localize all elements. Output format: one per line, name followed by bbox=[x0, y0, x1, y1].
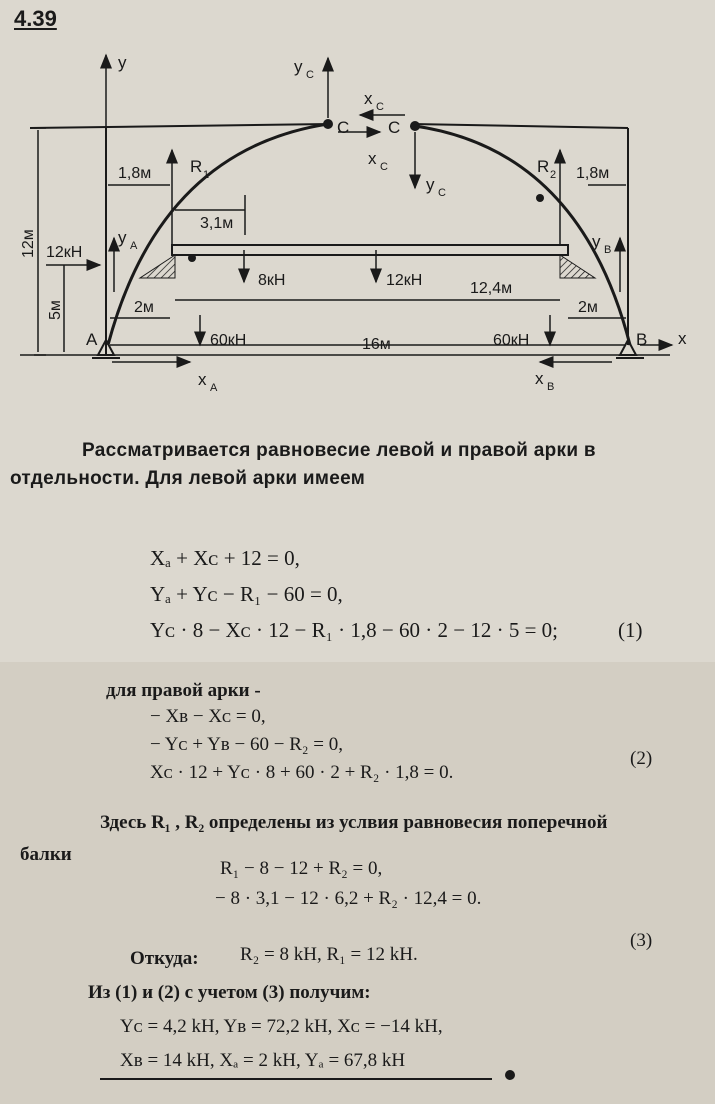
result-underline bbox=[100, 1078, 492, 1080]
svg-text:x: x bbox=[368, 149, 377, 168]
xb-label: x bbox=[535, 369, 544, 388]
equation-1-label: (1) bbox=[618, 618, 643, 642]
whence-label: Откуда: bbox=[130, 948, 199, 969]
hinge-c-left bbox=[323, 119, 333, 129]
r1-label: R bbox=[190, 157, 203, 176]
end-mark bbox=[505, 1070, 515, 1080]
result-line-1: Yᴄ = 4,2 kH, Yв = 72,2 kH, Xᴄ = −14 kH, bbox=[120, 1016, 443, 1037]
svg-text:C: C bbox=[438, 187, 446, 199]
problem-number: 4.39 bbox=[14, 6, 57, 31]
point-a: A bbox=[86, 330, 98, 349]
svg-text:2: 2 bbox=[550, 169, 557, 181]
dim-1-8m-right: 1,8м bbox=[576, 165, 610, 182]
svg-text:x: x bbox=[364, 89, 373, 108]
equation-2a: − Xв − Xᴄ = 0, bbox=[150, 706, 266, 727]
result-line-2: Xв = 14 kH, Xₐ = 2 kH, Yₐ = 67,8 kH bbox=[120, 1050, 406, 1071]
right-arch-heading: для правой арки - bbox=[106, 680, 261, 701]
point-b: B bbox=[636, 330, 648, 349]
svg-text:C: C bbox=[380, 161, 388, 173]
svg-text:A: A bbox=[130, 240, 138, 252]
here-line-1: Здесь R₁ , R₂ определены из услвия равновесия поперечной bbox=[100, 812, 608, 833]
point-c-right: C bbox=[388, 118, 401, 137]
equation-1b: Yₐ + Yᴄ − R₁ − 60 = 0, bbox=[150, 582, 343, 606]
svg-text:C: C bbox=[306, 69, 314, 81]
svg-text:1: 1 bbox=[203, 169, 210, 181]
intro-line-1: Рассматривается равновесие левой и правой арки в bbox=[82, 440, 596, 461]
svg-text:C: C bbox=[376, 101, 384, 113]
whence-values: R₂ = 8 kH, R₁ = 12 kH. bbox=[240, 944, 418, 965]
equation-1a: Xₐ + Xᴄ + 12 = 0, bbox=[150, 546, 300, 570]
equation-3a: R₁ − 8 − 12 + R₂ = 0, bbox=[220, 858, 383, 879]
dim-2m-right: 2м bbox=[578, 299, 598, 316]
ya-label: y bbox=[118, 228, 127, 247]
dim-5m: 5м bbox=[47, 300, 64, 320]
intro-line-2: отдельности. Для левой арки имеем bbox=[10, 468, 366, 489]
yb-label: y bbox=[592, 232, 601, 251]
dim-12-4m: 12,4м bbox=[470, 280, 513, 297]
equation-2c: Xᴄ · 12 + Yᴄ · 8 + 60 · 2 + R₂ · 1,8 = 0. bbox=[150, 762, 454, 783]
svg-text:B: B bbox=[547, 381, 555, 393]
hinge-c-right bbox=[410, 121, 420, 131]
load-8kn: 8кН bbox=[258, 272, 286, 289]
dim-2m-left: 2м bbox=[134, 299, 154, 316]
crossbeam bbox=[172, 245, 568, 255]
from-line: Из (1) и (2) с учетом (3) получим: bbox=[88, 982, 371, 1003]
svg-text:A: A bbox=[210, 382, 218, 394]
dim-3-1m: 3,1м bbox=[200, 215, 234, 232]
equation-3-label: (3) bbox=[630, 930, 653, 951]
r2-label: R bbox=[537, 157, 550, 176]
load-12kn-horizontal: 12кН bbox=[46, 244, 83, 261]
svg-text:B: B bbox=[604, 244, 612, 256]
here-line-2: балки bbox=[20, 844, 72, 865]
yc-label: y bbox=[294, 57, 303, 76]
equation-3b: − 8 · 3,1 − 12 · 6,2 + R₂ · 12,4 = 0. bbox=[215, 888, 482, 909]
load-60kn-right: 60кН bbox=[493, 332, 530, 349]
dim-1-8m-left: 1,8м bbox=[118, 165, 152, 182]
equation-2-label: (2) bbox=[630, 748, 653, 769]
point-c-left: C bbox=[337, 118, 350, 137]
dim-12m: 12м bbox=[20, 229, 37, 258]
equation-2b: − Yᴄ + Yв − 60 − R₂ = 0, bbox=[150, 734, 343, 755]
arch-diagram bbox=[0, 40, 715, 440]
xa-label: x bbox=[198, 370, 207, 389]
top-reference-line bbox=[30, 124, 330, 128]
y-axis-label: y bbox=[118, 53, 127, 72]
svg-text:y: y bbox=[426, 175, 435, 194]
x-axis-label: x bbox=[678, 329, 687, 348]
dim-16m: 16м bbox=[362, 336, 391, 353]
load-60kn-left: 60кН bbox=[210, 332, 247, 349]
equation-1c: Yᴄ · 8 − Xᴄ · 12 − R₁ · 1,8 − 60 · 2 − 12 · 5 = 0; bbox=[150, 618, 559, 642]
load-12kn-vertical: 12кН bbox=[386, 272, 423, 289]
